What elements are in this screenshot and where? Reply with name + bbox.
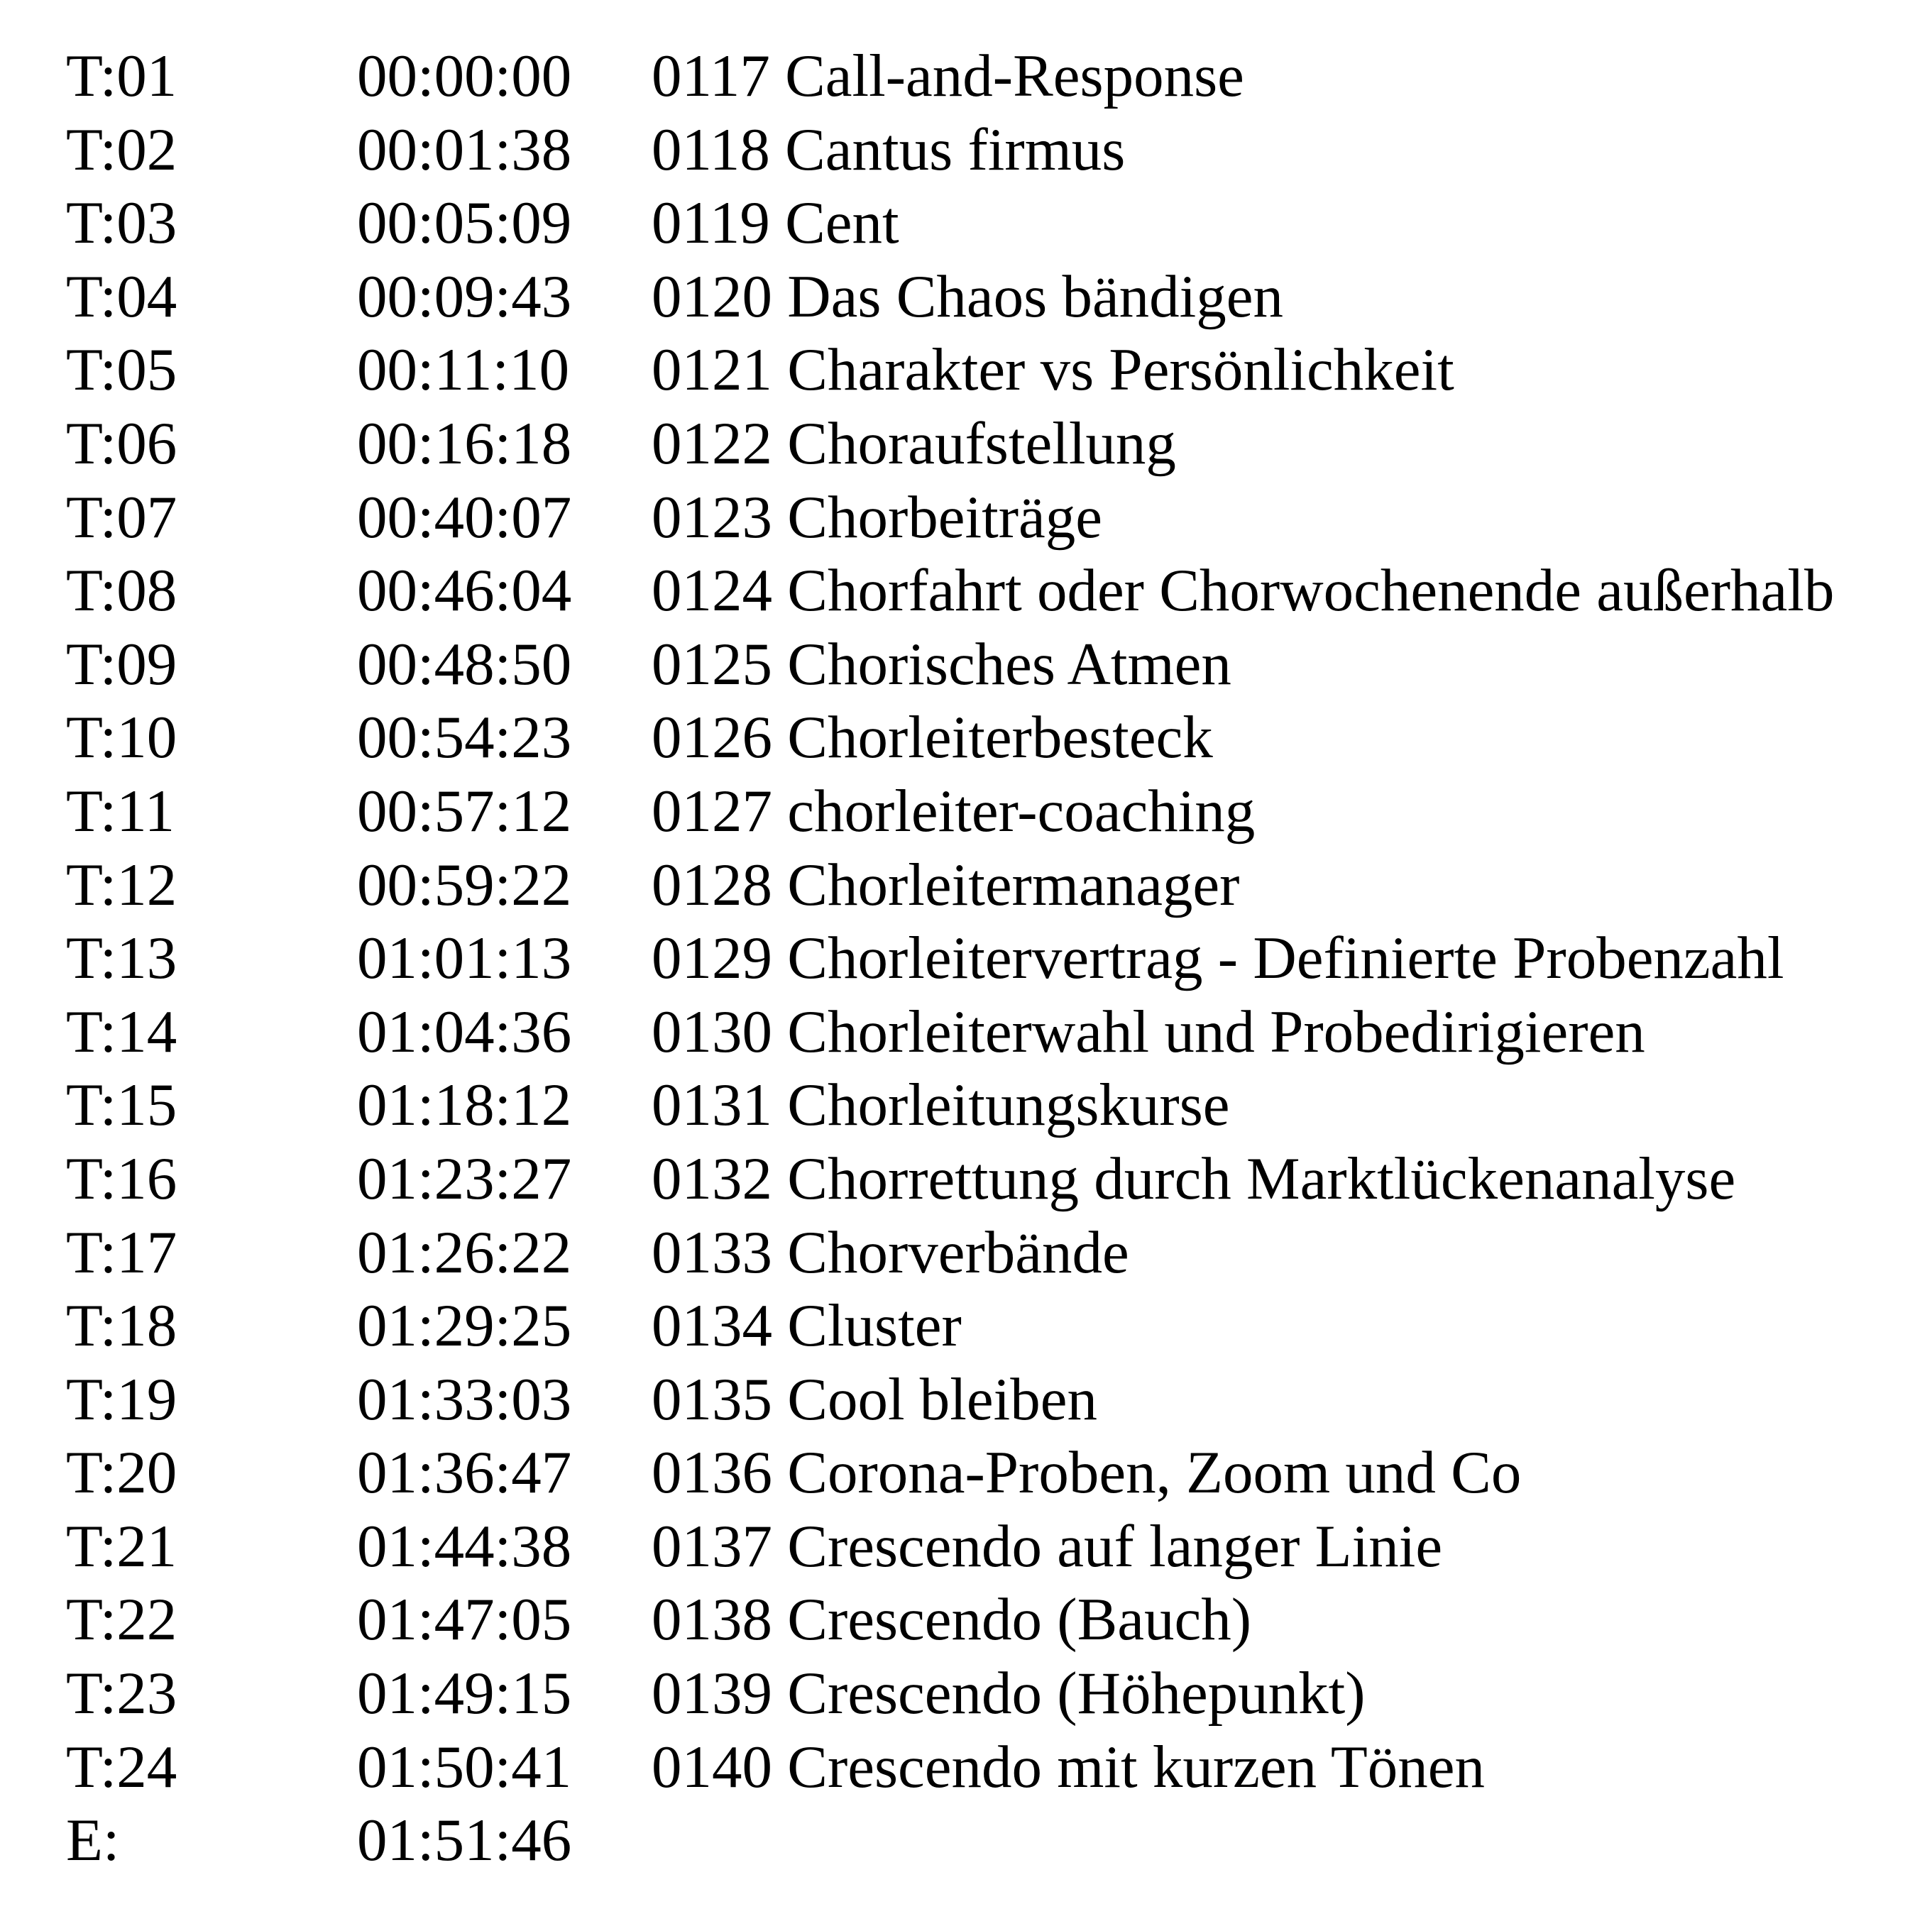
track-row <box>66 628 1926 702</box>
track-timestamp: 00:16:18 <box>357 409 572 477</box>
track-row <box>66 1363 1926 1437</box>
end-row <box>66 1804 1926 1878</box>
track-title: 0128 Chorleitermanager <box>652 851 1240 918</box>
track-title: 0120 Das Chaos bändigen <box>652 263 1284 330</box>
track-timestamp: 01:18:12 <box>357 1072 572 1139</box>
track-timestamp: 01:01:13 <box>357 925 572 992</box>
track-title: 0123 Chorbeiträge <box>652 483 1102 551</box>
end-timestamp: 01:51:46 <box>357 1807 572 1874</box>
track-row <box>66 1143 1926 1216</box>
track-timestamp: 01:47:05 <box>357 1586 572 1654</box>
track-timestamp: 00:05:09 <box>357 189 572 257</box>
track-number: T:03 <box>66 189 177 257</box>
track-timestamp: 00:46:04 <box>357 557 572 625</box>
track-title: 0121 Charakter vs Persönlichkeit <box>652 336 1454 404</box>
track-row <box>66 481 1926 555</box>
track-number: T:06 <box>66 409 177 477</box>
track-title: 0118 Cantus firmus <box>652 116 1126 183</box>
track-title: 0127 chorleiter-coaching <box>652 777 1256 845</box>
track-row <box>66 1069 1926 1143</box>
track-title: 0131 Chorleitungskurse <box>652 1072 1230 1139</box>
track-title: 0140 Crescendo mit kurzen Tönen <box>652 1733 1485 1800</box>
track-row <box>66 996 1926 1069</box>
track-timestamp: 00:48:50 <box>357 630 572 698</box>
track-title: 0136 Corona-Proben, Zoom und Co <box>652 1439 1522 1507</box>
track-timestamp: 01:23:27 <box>357 1145 572 1212</box>
track-number: T:14 <box>66 998 177 1065</box>
track-timestamp: 00:11:10 <box>357 336 570 404</box>
track-row <box>66 701 1926 775</box>
track-title: 0119 Cent <box>652 189 899 257</box>
track-title: 0117 Call-and-Response <box>652 43 1244 109</box>
track-title: 0126 Chorleiterbesteck <box>652 704 1213 771</box>
track-title: 0122 Choraufstellung <box>652 409 1176 477</box>
track-title: 0132 Chorrettung durch Marktlückenanalyse <box>652 1145 1736 1212</box>
track-number: T:12 <box>66 851 177 918</box>
track-title: 0125 Chorisches Atmen <box>652 630 1231 698</box>
track-timestamp: 00:57:12 <box>357 777 572 845</box>
end-marker: E: <box>66 1807 120 1874</box>
track-row <box>66 922 1926 996</box>
track-row <box>66 114 1926 187</box>
track-number: T:01 <box>66 43 177 109</box>
track-row <box>66 334 1926 407</box>
track-title: 0138 Crescendo (Bauch) <box>652 1586 1252 1654</box>
track-row <box>66 1436 1926 1510</box>
track-timestamp: 00:59:22 <box>357 851 572 918</box>
track-number: T:05 <box>66 336 177 404</box>
track-number: T:08 <box>66 557 177 625</box>
track-row <box>66 40 1926 114</box>
track-timestamp: 01:49:15 <box>357 1660 572 1727</box>
track-timestamp: 01:26:22 <box>357 1218 572 1286</box>
track-number: T:24 <box>66 1733 177 1800</box>
track-title: 0135 Cool bleiben <box>652 1365 1097 1433</box>
track-row <box>66 1657 1926 1731</box>
track-timestamp: 01:33:03 <box>357 1365 572 1433</box>
track-row <box>66 1583 1926 1657</box>
track-number: T:23 <box>66 1660 177 1727</box>
track-number: T:13 <box>66 925 177 992</box>
track-title: 0139 Crescendo (Höhepunkt) <box>652 1660 1366 1727</box>
track-timestamp: 00:01:38 <box>357 116 572 183</box>
track-number: T:07 <box>66 483 177 551</box>
track-number: T:11 <box>66 777 175 845</box>
track-title: 0129 Chorleitervertrag - Definierte Probenzahl <box>652 925 1784 992</box>
track-number: T:18 <box>66 1292 177 1360</box>
track-timestamp: 01:29:25 <box>357 1292 572 1360</box>
track-title: 0133 Chorverbände <box>652 1218 1129 1286</box>
track-list <box>66 40 1926 1878</box>
track-row <box>66 1216 1926 1290</box>
track-title: 0137 Crescendo auf langer Linie <box>652 1512 1443 1580</box>
track-timestamp: 00:54:23 <box>357 704 572 771</box>
track-title: 0130 Chorleiterwahl und Probedirigieren <box>652 998 1645 1065</box>
track-number: T:04 <box>66 263 177 330</box>
track-row <box>66 1510 1926 1584</box>
track-title: 0124 Chorfahrt oder Chorwochenende außerhalb <box>652 557 1835 625</box>
track-timestamp: 01:44:38 <box>357 1512 572 1580</box>
track-number: T:19 <box>66 1365 177 1433</box>
track-row <box>66 849 1926 923</box>
track-row <box>66 1289 1926 1363</box>
track-row <box>66 187 1926 260</box>
track-timestamp: 00:00:00 <box>357 43 572 109</box>
track-title: 0134 Cluster <box>652 1292 962 1360</box>
track-timestamp: 00:40:07 <box>357 483 572 551</box>
track-row <box>66 1731 1926 1805</box>
track-number: T:09 <box>66 630 177 698</box>
track-number: T:15 <box>66 1072 177 1139</box>
track-number: T:02 <box>66 116 177 183</box>
track-number: T:10 <box>66 704 177 771</box>
track-number: T:21 <box>66 1512 177 1580</box>
track-timestamp: 00:09:43 <box>357 263 572 330</box>
track-timestamp: 01:36:47 <box>357 1439 572 1507</box>
track-row <box>66 407 1926 481</box>
track-timestamp: 01:04:36 <box>357 998 572 1065</box>
track-row <box>66 775 1926 849</box>
track-row <box>66 554 1926 628</box>
track-number: T:20 <box>66 1439 177 1507</box>
track-timestamp: 01:50:41 <box>357 1733 572 1800</box>
track-row <box>66 260 1926 334</box>
track-number: T:22 <box>66 1586 177 1654</box>
track-number: T:16 <box>66 1145 177 1212</box>
track-number: T:17 <box>66 1218 177 1286</box>
